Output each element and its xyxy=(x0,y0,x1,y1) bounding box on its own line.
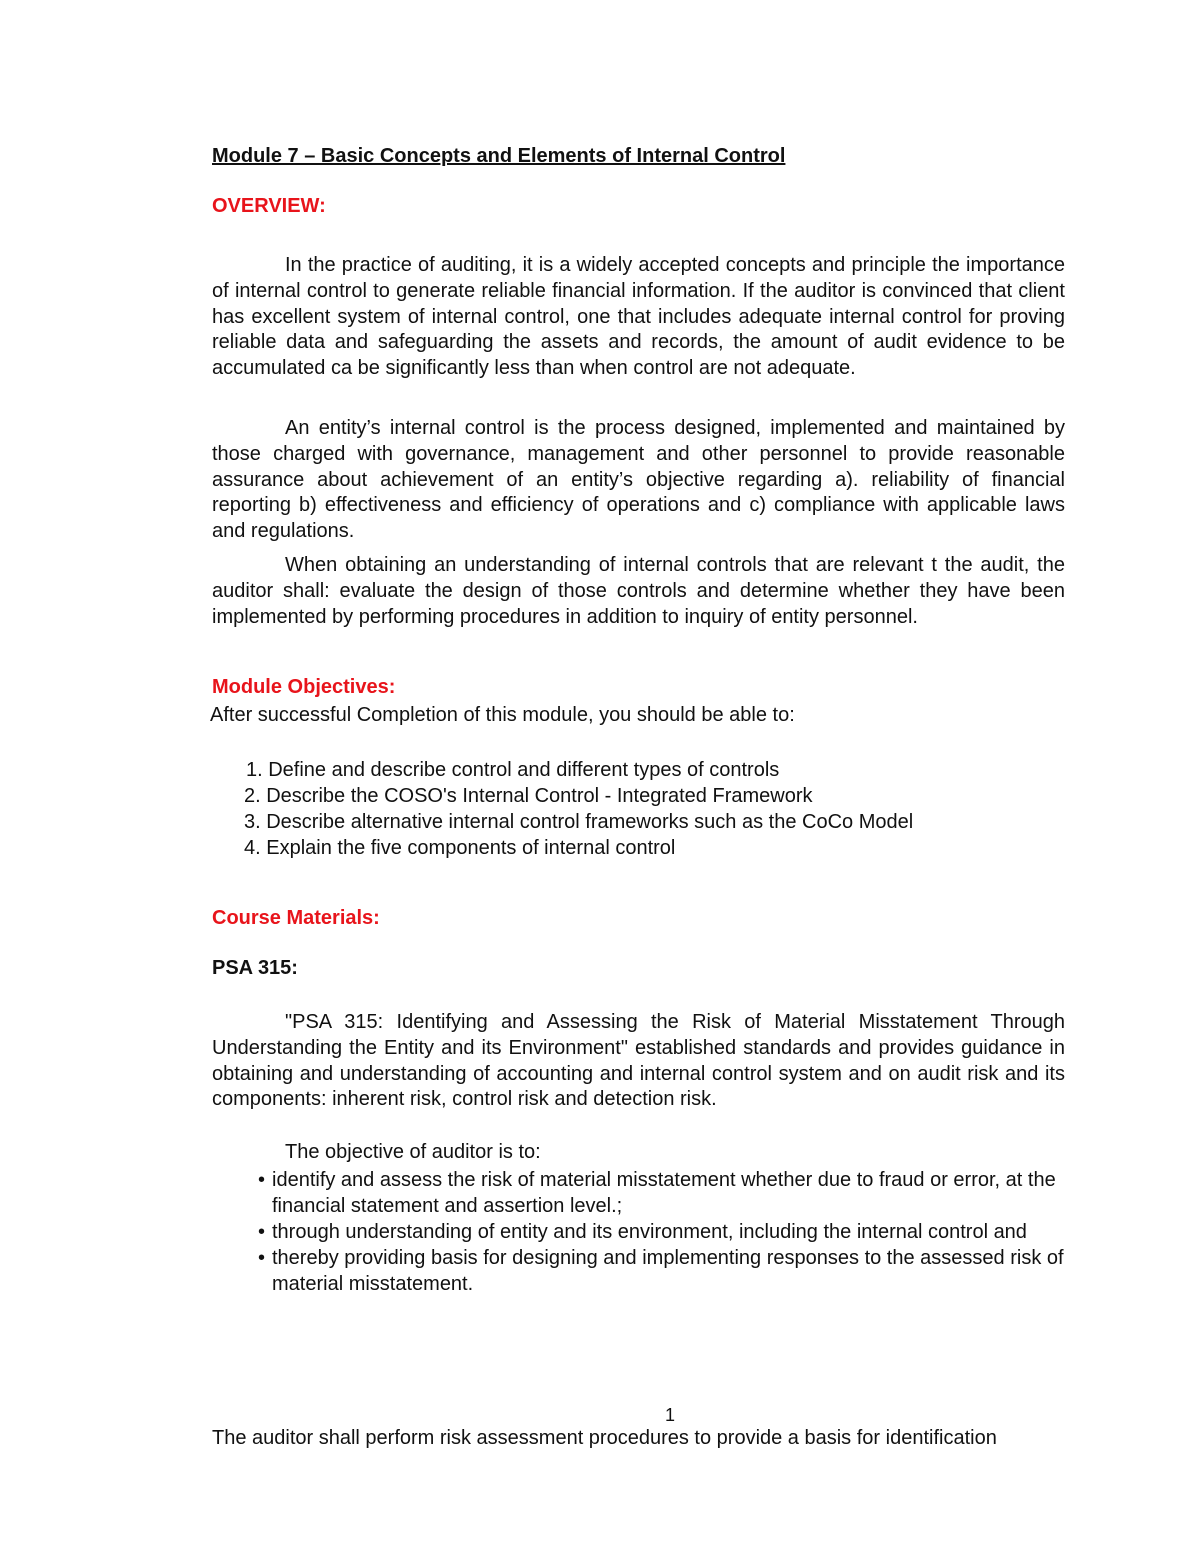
auditor-objective-item: • identify and assess the risk of material misstatement whether due to fraud or error, at the financial statement and assertion level.; xyxy=(258,1169,1056,1217)
psa-paragraph: "PSA 315: Identifying and Assessing the Risk of Material Misstatement Through Understanding the Entity and its Environment" established standards and provides guidance in obtaining and understanding of accounting and internal control system and on audit risk and its components: inherent risk, control risk and detection risk. xyxy=(212,1011,1065,1111)
objectives-intro: After successful Completion of this module, you should be able to: xyxy=(210,704,795,726)
auditor-objectives-list xyxy=(244,1167,1074,1297)
bullet-symbol: • xyxy=(258,1247,266,1269)
objective-item: 4. Explain the five components of internal control xyxy=(244,837,676,859)
objectives-heading: Module Objectives: xyxy=(212,676,396,698)
overview-heading: OVERVIEW: xyxy=(212,195,326,217)
auditor-objective-item: • through understanding of entity and its environment, including the internal control and xyxy=(258,1221,1027,1243)
objective-item: 2. Describe the COSO's Internal Control - Integrated Framework xyxy=(244,785,813,807)
objective-item: 3. Describe alternative internal control frameworks such as the CoCo Model xyxy=(244,811,914,833)
overview-paragraph-2: An entity’s internal control is the process designed, implemented and maintained by those charged with governance, management and other personnel to provide reasonable assurance about achievement of an entity’s objective regarding a). reliability of financial reporting b) effectiveness and efficiency of operations and c) compliance with applicable laws and regulations. xyxy=(212,417,1065,543)
psa-heading: PSA 315: xyxy=(212,957,298,979)
course-materials-heading: Course Materials: xyxy=(212,907,380,929)
bullet-symbol: • xyxy=(258,1169,266,1191)
objective-item: 1. Define and describe control and different types of controls xyxy=(246,759,780,781)
bullet-symbol: • xyxy=(258,1221,266,1243)
overview-paragraph-1: In the practice of auditing, it is a widely accepted concepts and principle the importance of internal control to generate reliable financial information. If the auditor is convinced that client has excellent system of internal control, one that includes adequate internal control for proving reliable data and safeguarding the assets and records, the amount of audit evidence to be accumulated ca be significantly less than when control are not adequate. xyxy=(212,254,1065,380)
auditor-objective-intro: The objective of auditor is to: xyxy=(285,1141,541,1163)
overview-paragraph-3: When obtaining an understanding of internal controls that are relevant t the audit, the auditor shall: evaluate the design of those controls and determine whether they have been implemented by performing procedures in addition to inquiry of entity personnel. xyxy=(212,554,1065,628)
footer-text: The auditor shall perform risk assessment procedures to provide a basis for identification xyxy=(212,1427,997,1449)
objectives-list xyxy=(246,757,913,861)
page-number: 1 xyxy=(664,1405,675,1425)
auditor-objective-item: • thereby providing basis for designing and implementing responses to the assessed risk of material misstatement. xyxy=(258,1247,1064,1295)
module-title: Module 7 – Basic Concepts and Elements of Internal Control xyxy=(212,145,786,167)
